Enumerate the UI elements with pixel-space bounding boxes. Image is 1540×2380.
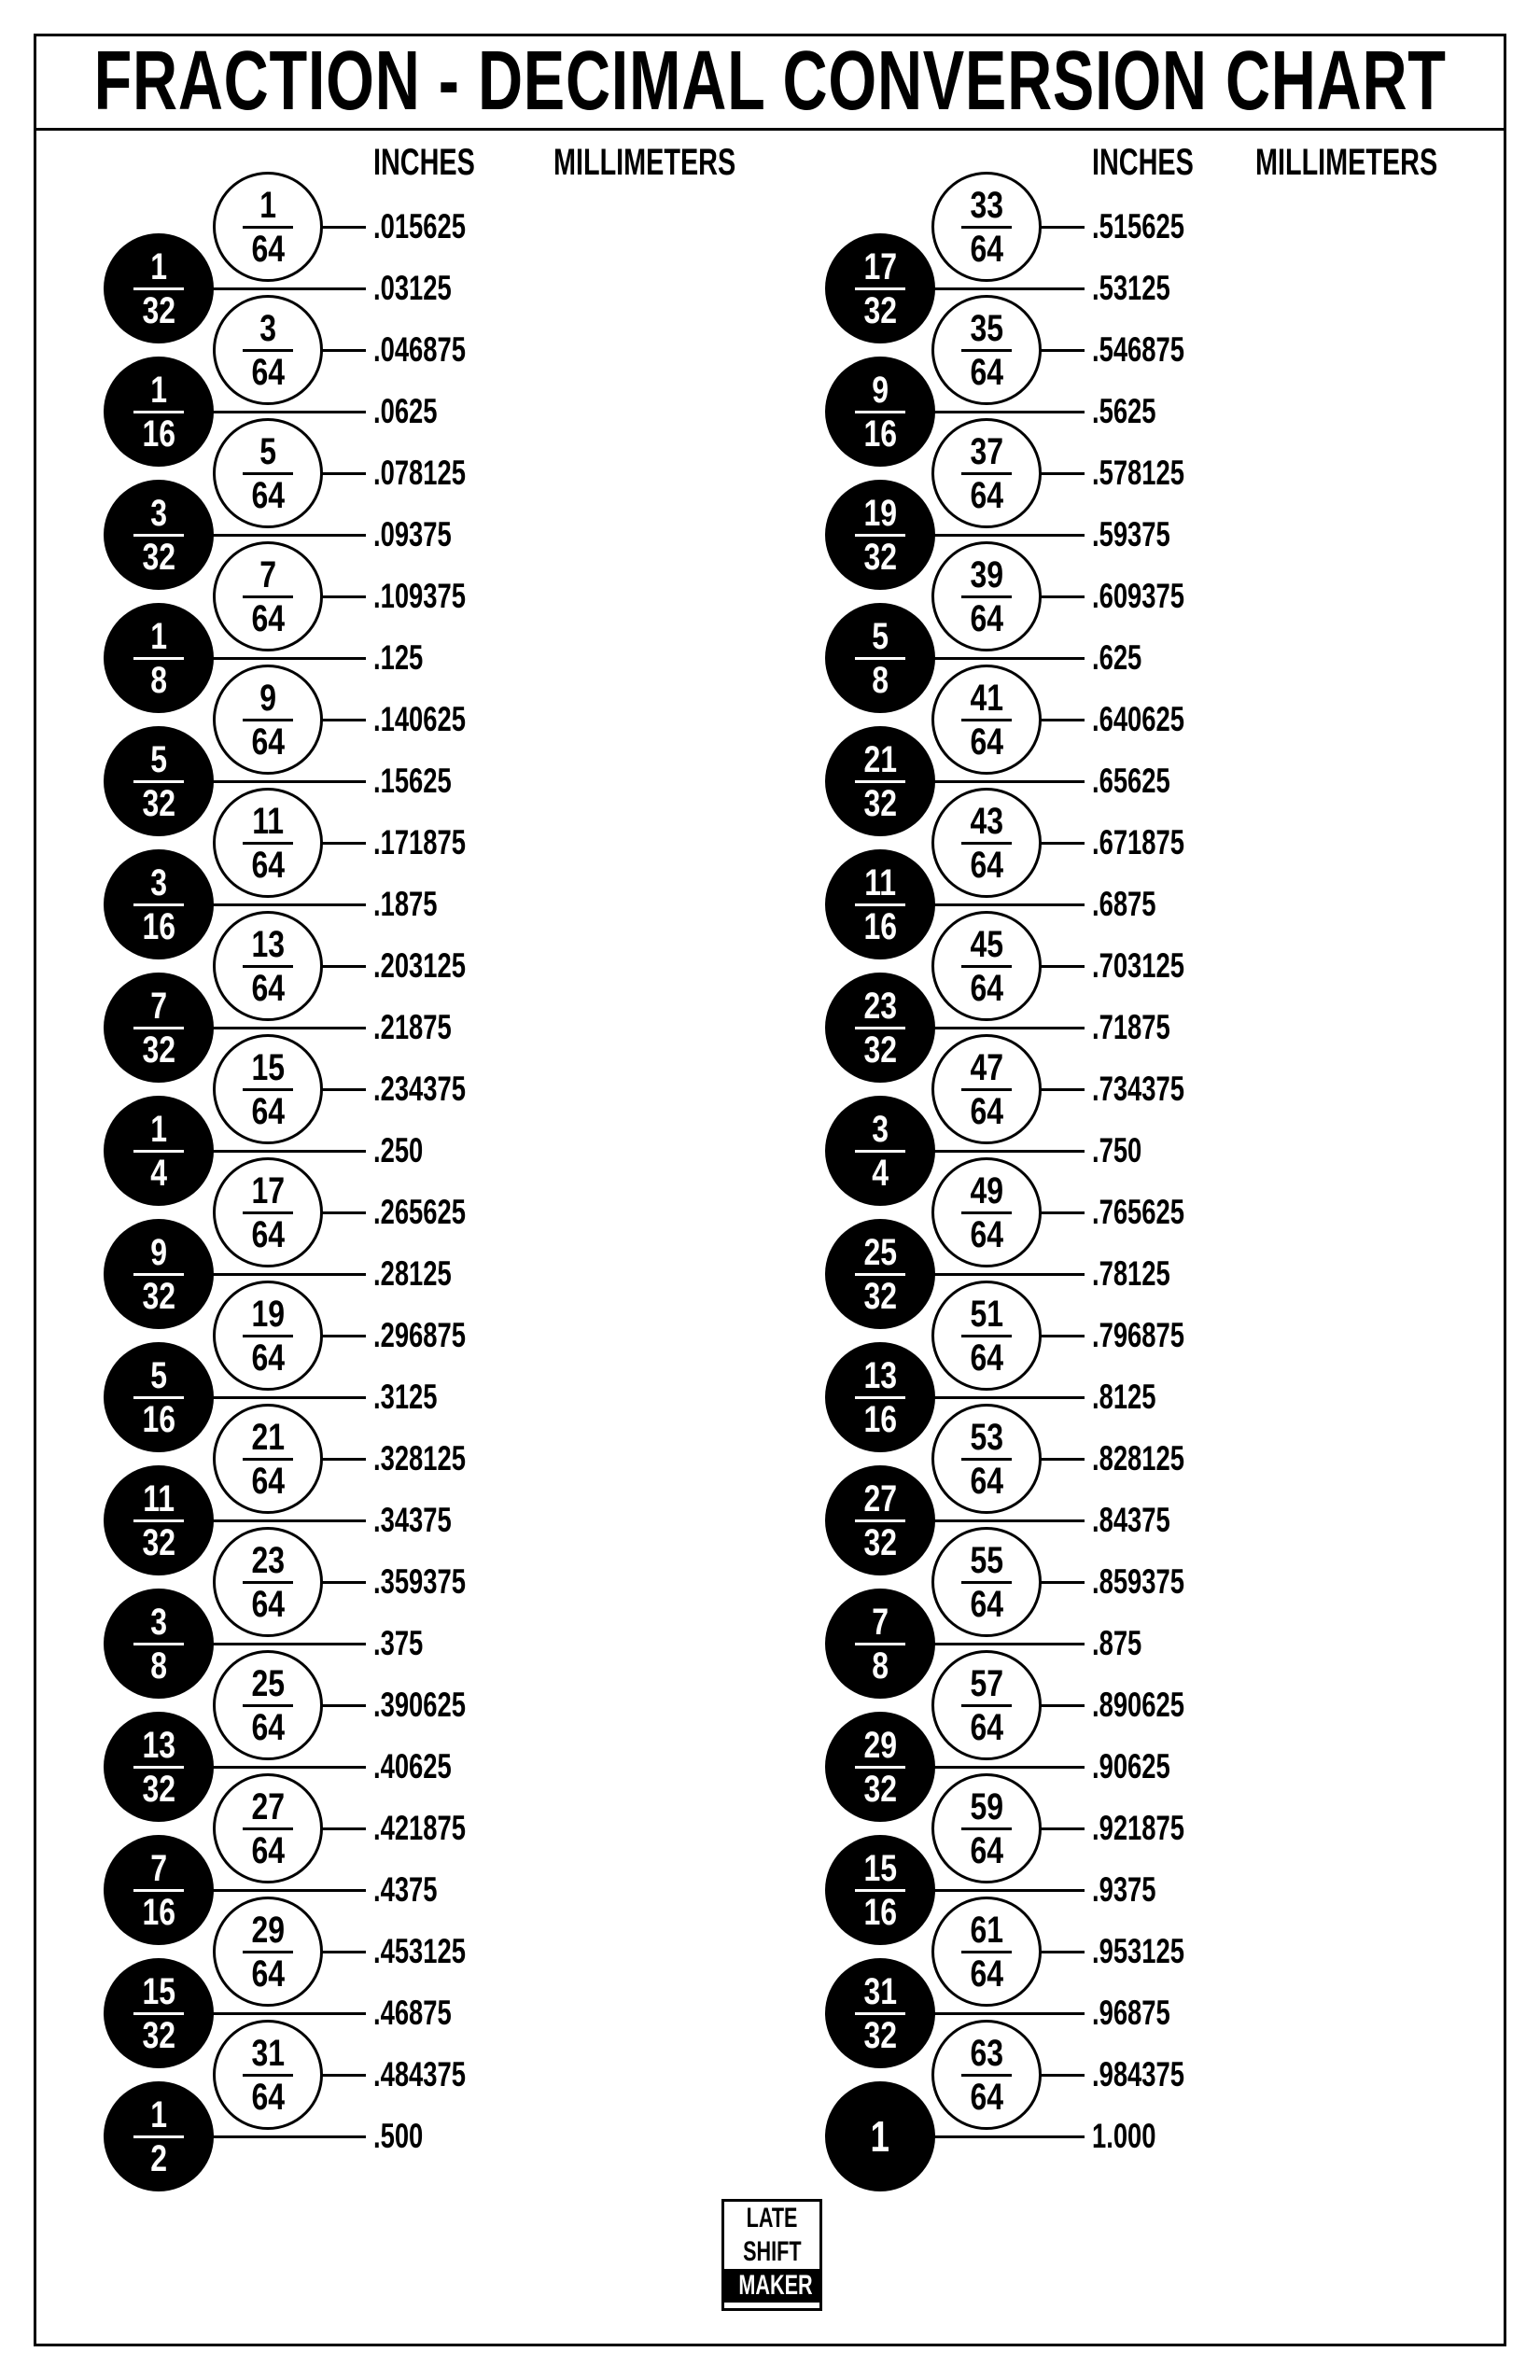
fraction-numerator: 25 (863, 1231, 897, 1273)
fraction-denominator: 8 (872, 659, 889, 701)
fraction-denominator: 64 (970, 1829, 1003, 1871)
fraction-numerator: 17 (863, 245, 897, 287)
fraction-numerator: 1 (150, 1108, 167, 1150)
fraction-badge (104, 1096, 214, 1206)
fraction-denominator: 32 (142, 2014, 175, 2056)
fraction-denominator: 64 (970, 1706, 1003, 1748)
inches-value: .796875 (1092, 1316, 1184, 1354)
fraction-denominator: 64 (251, 721, 285, 763)
fraction-denominator: 32 (863, 1521, 897, 1563)
inches-value: .171875 (373, 823, 466, 861)
fraction-badge (104, 726, 214, 836)
fraction-numerator: 21 (251, 1416, 285, 1458)
fraction-circle (213, 541, 323, 651)
fraction-numerator: 3 (150, 1601, 167, 1643)
inches-value: .078125 (373, 454, 466, 492)
fraction-numerator: 41 (970, 677, 1003, 719)
inches-value: .265625 (373, 1193, 466, 1231)
inches-value: .84375 (1092, 1501, 1170, 1539)
inches-value: .8125 (1092, 1378, 1156, 1416)
fraction-numerator: 47 (970, 1046, 1003, 1088)
inches-value: .984375 (1092, 2055, 1184, 2093)
fraction-numerator: 3 (150, 861, 167, 903)
fraction-numerator: 45 (970, 923, 1003, 965)
fraction-badge (825, 603, 935, 713)
fraction-badge (104, 603, 214, 713)
inches-value: .750 (1092, 1131, 1142, 1169)
fraction-denominator: 64 (970, 1953, 1003, 1995)
inches-value: .703125 (1092, 946, 1184, 985)
fraction-denominator: 16 (142, 1398, 175, 1440)
fraction-badge (104, 1219, 214, 1329)
inches-value: .500 (373, 2117, 424, 2155)
fraction-denominator: 16 (863, 1398, 897, 1440)
fraction-circle (213, 1897, 323, 2007)
inches-value: .953125 (1092, 1932, 1184, 1970)
fraction-denominator: 8 (872, 1645, 889, 1687)
fraction-circle (213, 1404, 323, 1514)
inches-value: .90625 (1092, 1747, 1170, 1785)
fraction-numerator: 25 (251, 1662, 285, 1704)
fraction-denominator: 64 (970, 1337, 1003, 1379)
fraction-badge (825, 726, 935, 836)
inches-value: .828125 (1092, 1439, 1184, 1477)
fraction-circle (931, 1404, 1042, 1514)
inches-value: .40625 (373, 1747, 452, 1785)
fraction-numerator: 3 (150, 492, 167, 534)
fraction-badge (825, 1958, 935, 2068)
fraction-denominator: 8 (150, 659, 167, 701)
fraction-numerator: 11 (252, 800, 284, 842)
fraction-denominator: 64 (251, 844, 285, 886)
fraction-numerator: 31 (863, 1970, 897, 2012)
fraction-numerator: 27 (251, 1785, 285, 1827)
fraction-numerator: 13 (863, 1354, 897, 1396)
fraction-badge (825, 1712, 935, 1822)
fraction-badge (104, 1589, 214, 1699)
fraction-denominator: 16 (863, 1891, 897, 1933)
fraction-numerator: 5 (259, 430, 276, 472)
fraction-denominator: 64 (251, 1829, 285, 1871)
fraction-denominator: 32 (142, 1275, 175, 1317)
fraction-denominator: 2 (150, 2137, 167, 2179)
fraction-numerator: 13 (142, 1724, 175, 1766)
inches-value: .03125 (373, 269, 452, 307)
fraction-denominator: 64 (970, 1583, 1003, 1625)
inches-value: .203125 (373, 946, 466, 985)
brand-line-1: LATE (746, 2203, 798, 2233)
fraction-denominator: 64 (970, 721, 1003, 763)
fraction-badge (825, 849, 935, 959)
fraction-denominator: 64 (970, 351, 1003, 393)
fraction-numerator: 5 (150, 738, 167, 780)
inches-value: .578125 (1092, 454, 1184, 492)
inches-value: .3125 (373, 1378, 438, 1416)
fraction-denominator: 32 (863, 1768, 897, 1810)
fraction-numerator: 43 (970, 800, 1003, 842)
fraction-badge (104, 233, 214, 343)
fraction-circle (931, 1527, 1042, 1637)
fraction-denominator: 16 (142, 1891, 175, 1933)
inches-value: .46875 (373, 1994, 452, 2032)
fraction-denominator: 4 (872, 1152, 889, 1194)
fraction-numerator: 11 (864, 861, 896, 903)
inches-value: .78125 (1092, 1254, 1170, 1293)
inches-value: .015625 (373, 207, 466, 245)
fraction-numerator: 3 (259, 307, 276, 349)
fraction-badge (825, 973, 935, 1083)
fraction-badge (104, 1465, 214, 1575)
fraction-denominator: 64 (970, 597, 1003, 639)
fraction-denominator: 64 (251, 228, 285, 270)
fraction-numerator: 1 (259, 184, 276, 226)
inches-value: .21875 (373, 1008, 452, 1046)
fraction-badge (825, 2081, 935, 2191)
fraction-denominator: 64 (970, 474, 1003, 516)
fraction-numerator: 19 (863, 492, 897, 534)
inches-value: .515625 (1092, 207, 1184, 245)
fraction-denominator: 64 (251, 1337, 285, 1379)
brand-line-2: SHIFT (742, 2236, 802, 2267)
inches-value: 1.000 (1092, 2117, 1156, 2155)
fraction-badge (104, 973, 214, 1083)
fraction-denominator: 64 (970, 967, 1003, 1009)
fraction-numerator: 39 (970, 553, 1003, 595)
inches-value: .65625 (1092, 762, 1170, 800)
fraction-denominator: 32 (142, 536, 175, 578)
inches-value: .5625 (1092, 392, 1156, 430)
inches-value: .671875 (1092, 823, 1184, 861)
inches-value: .765625 (1092, 1193, 1184, 1231)
fraction-numerator: 7 (259, 553, 276, 595)
fraction-circle (931, 1897, 1042, 2007)
fraction-numerator: 9 (150, 1231, 167, 1273)
fraction-denominator: 32 (863, 1029, 897, 1071)
fraction-badge (104, 1712, 214, 1822)
fraction-badge (104, 2081, 214, 2191)
inches-value: .53125 (1092, 269, 1170, 307)
fraction-circle (213, 1281, 323, 1391)
millimeters-header-right: MILLIMETERS (1255, 142, 1438, 183)
fraction-numerator: 37 (970, 430, 1003, 472)
fraction-circle (213, 1527, 323, 1637)
fraction-badge (825, 1219, 935, 1329)
fraction-numerator: 7 (150, 985, 167, 1027)
fraction-numerator: 53 (970, 1416, 1003, 1458)
fraction-numerator: 9 (259, 677, 276, 719)
fraction-circle (931, 541, 1042, 651)
inches-value: .625 (1092, 638, 1142, 677)
fraction-denominator: 32 (863, 289, 897, 331)
fraction-numerator: 35 (970, 307, 1003, 349)
fraction-circle (931, 1650, 1042, 1760)
fraction-circle (931, 1773, 1042, 1883)
fraction-circle (931, 665, 1042, 775)
fraction-circle (213, 911, 323, 1021)
fraction-numerator: 1 (150, 245, 167, 287)
brand-line-3: MAKER (724, 2269, 819, 2303)
inches-value: .9375 (1092, 1870, 1156, 1909)
fraction-denominator: 64 (970, 2076, 1003, 2118)
fraction-badge (104, 480, 214, 590)
inches-value: .125 (373, 638, 424, 677)
fraction-denominator: 8 (150, 1645, 167, 1687)
fraction-circle (931, 418, 1042, 528)
fraction-denominator: 32 (142, 782, 175, 824)
inches-value: .359375 (373, 1562, 466, 1601)
fraction-badge (825, 233, 935, 343)
fraction-denominator: 16 (142, 905, 175, 947)
fraction-numerator: 31 (251, 2032, 285, 2074)
fraction-numerator: 19 (251, 1293, 285, 1335)
inches-value: .96875 (1092, 1994, 1170, 2032)
brand-logo (721, 2199, 822, 2311)
fraction-circle (931, 1157, 1042, 1267)
inches-value: .859375 (1092, 1562, 1184, 1601)
fraction-badge (104, 1342, 214, 1452)
fraction-circle (931, 172, 1042, 282)
inches-value: .4375 (373, 1870, 438, 1909)
inches-value: .640625 (1092, 700, 1184, 738)
fraction-numerator: 17 (251, 1169, 285, 1211)
fraction-numerator: 7 (872, 1601, 889, 1643)
fraction-denominator: 64 (970, 1213, 1003, 1255)
fraction-denominator: 16 (142, 413, 175, 455)
fraction-denominator: 16 (863, 413, 897, 455)
fraction-circle (213, 172, 323, 282)
inches-value: .734375 (1092, 1070, 1184, 1108)
inches-value: .921875 (1092, 1809, 1184, 1847)
fraction-numerator: 3 (872, 1108, 889, 1150)
fraction-numerator: 5 (872, 615, 889, 657)
inches-header-right: INCHES (1092, 142, 1194, 183)
fraction-badge (825, 1835, 935, 1945)
fraction-denominator: 64 (970, 228, 1003, 270)
inches-value: .71875 (1092, 1008, 1170, 1046)
inches-value: .59375 (1092, 515, 1170, 553)
fraction-badge (825, 1096, 935, 1206)
title-bar (34, 34, 1506, 131)
inches-value: .609375 (1092, 577, 1184, 615)
fraction-circle (213, 1157, 323, 1267)
inches-value: .250 (373, 1131, 424, 1169)
fraction-denominator: 64 (251, 1706, 285, 1748)
fraction-numerator: 5 (150, 1354, 167, 1396)
inches-value: .6875 (1092, 885, 1156, 923)
fraction-numerator: 27 (863, 1477, 897, 1519)
fraction-denominator: 64 (251, 1460, 285, 1502)
inches-header-left: INCHES (373, 142, 475, 183)
fraction-numerator: 29 (251, 1909, 285, 1951)
fraction-numerator: 21 (863, 738, 897, 780)
inches-value: .046875 (373, 330, 466, 369)
inches-value: .15625 (373, 762, 452, 800)
inches-value: .140625 (373, 700, 466, 738)
fraction-numerator: 11 (143, 1477, 175, 1519)
fraction-numerator: 23 (863, 985, 897, 1027)
fraction-numerator: 9 (872, 369, 889, 411)
fraction-numerator: 7 (150, 1847, 167, 1889)
inches-value: .421875 (373, 1809, 466, 1847)
fraction-denominator: 64 (251, 1583, 285, 1625)
fraction-denominator: 32 (142, 289, 175, 331)
fraction-circle (213, 1650, 323, 1760)
inches-value: .109375 (373, 577, 466, 615)
fraction-badge (825, 357, 935, 467)
fraction-numerator: 15 (251, 1046, 285, 1088)
fraction-circle (931, 1034, 1042, 1144)
fraction-numerator: 51 (970, 1293, 1003, 1335)
fraction-circle (213, 1034, 323, 1144)
fraction-circle (931, 295, 1042, 405)
fraction-denominator: 16 (863, 905, 897, 947)
inches-value: .328125 (373, 1439, 466, 1477)
fraction-numerator: 1 (150, 369, 167, 411)
inches-value: .484375 (373, 2055, 466, 2093)
fraction-denominator: 32 (863, 1275, 897, 1317)
fraction-numerator: 57 (970, 1662, 1003, 1704)
fraction-numerator: 61 (970, 1909, 1003, 1951)
millimeters-header-left: MILLIMETERS (553, 142, 736, 183)
fraction-denominator: 4 (150, 1152, 167, 1194)
fraction-denominator: 32 (863, 782, 897, 824)
fraction-denominator: 64 (251, 1213, 285, 1255)
fraction-badge (825, 480, 935, 590)
fraction-denominator: 64 (970, 844, 1003, 886)
inches-value: .390625 (373, 1686, 466, 1724)
fraction-numerator: 1 (150, 2093, 167, 2135)
inches-value: .34375 (373, 1501, 452, 1539)
fraction-circle (213, 295, 323, 405)
fraction-denominator: 64 (970, 1090, 1003, 1132)
inches-value: .28125 (373, 1254, 452, 1293)
fraction-whole: 1 (870, 2112, 890, 2161)
inches-value: .453125 (373, 1932, 466, 1970)
fraction-circle (213, 1773, 323, 1883)
fraction-denominator: 64 (251, 474, 285, 516)
fraction-numerator: 49 (970, 1169, 1003, 1211)
fraction-circle (213, 788, 323, 898)
fraction-denominator: 64 (251, 967, 285, 1009)
fraction-circle (931, 2020, 1042, 2130)
fraction-denominator: 32 (142, 1768, 175, 1810)
fraction-badge (825, 1342, 935, 1452)
fraction-numerator: 63 (970, 2032, 1003, 2074)
fraction-denominator: 64 (251, 1953, 285, 1995)
fraction-denominator: 64 (251, 1090, 285, 1132)
fraction-numerator: 15 (863, 1847, 897, 1889)
fraction-numerator: 13 (251, 923, 285, 965)
inches-value: .875 (1092, 1624, 1142, 1662)
fraction-circle (213, 2020, 323, 2130)
inches-value: .0625 (373, 392, 438, 430)
fraction-numerator: 15 (142, 1970, 175, 2012)
fraction-numerator: 59 (970, 1785, 1003, 1827)
fraction-circle (213, 665, 323, 775)
fraction-numerator: 55 (970, 1539, 1003, 1581)
inches-value: .546875 (1092, 330, 1184, 369)
inches-value: .234375 (373, 1070, 466, 1108)
fraction-denominator: 32 (863, 2014, 897, 2056)
fraction-numerator: 33 (970, 184, 1003, 226)
fraction-numerator: 1 (150, 615, 167, 657)
fraction-denominator: 32 (142, 1521, 175, 1563)
fraction-circle (213, 418, 323, 528)
fraction-denominator: 64 (970, 1460, 1003, 1502)
fraction-circle (931, 911, 1042, 1021)
fraction-circle (931, 788, 1042, 898)
fraction-denominator: 32 (142, 1029, 175, 1071)
inches-value: .375 (373, 1624, 424, 1662)
fraction-denominator: 32 (863, 536, 897, 578)
fraction-badge (104, 849, 214, 959)
inches-value: .890625 (1092, 1686, 1184, 1724)
fraction-badge (104, 1958, 214, 2068)
page-title: FRACTION - DECIMAL CONVERSION CHART (93, 34, 1447, 128)
fraction-badge (104, 1835, 214, 1945)
fraction-numerator: 23 (251, 1539, 285, 1581)
fraction-denominator: 64 (251, 351, 285, 393)
fraction-denominator: 64 (251, 2076, 285, 2118)
fraction-numerator: 29 (863, 1724, 897, 1766)
fraction-badge (104, 357, 214, 467)
fraction-denominator: 64 (251, 597, 285, 639)
inches-value: .296875 (373, 1316, 466, 1354)
inches-value: .09375 (373, 515, 452, 553)
fraction-badge (825, 1465, 935, 1575)
fraction-circle (931, 1281, 1042, 1391)
fraction-badge (825, 1589, 935, 1699)
inches-value: .1875 (373, 885, 438, 923)
